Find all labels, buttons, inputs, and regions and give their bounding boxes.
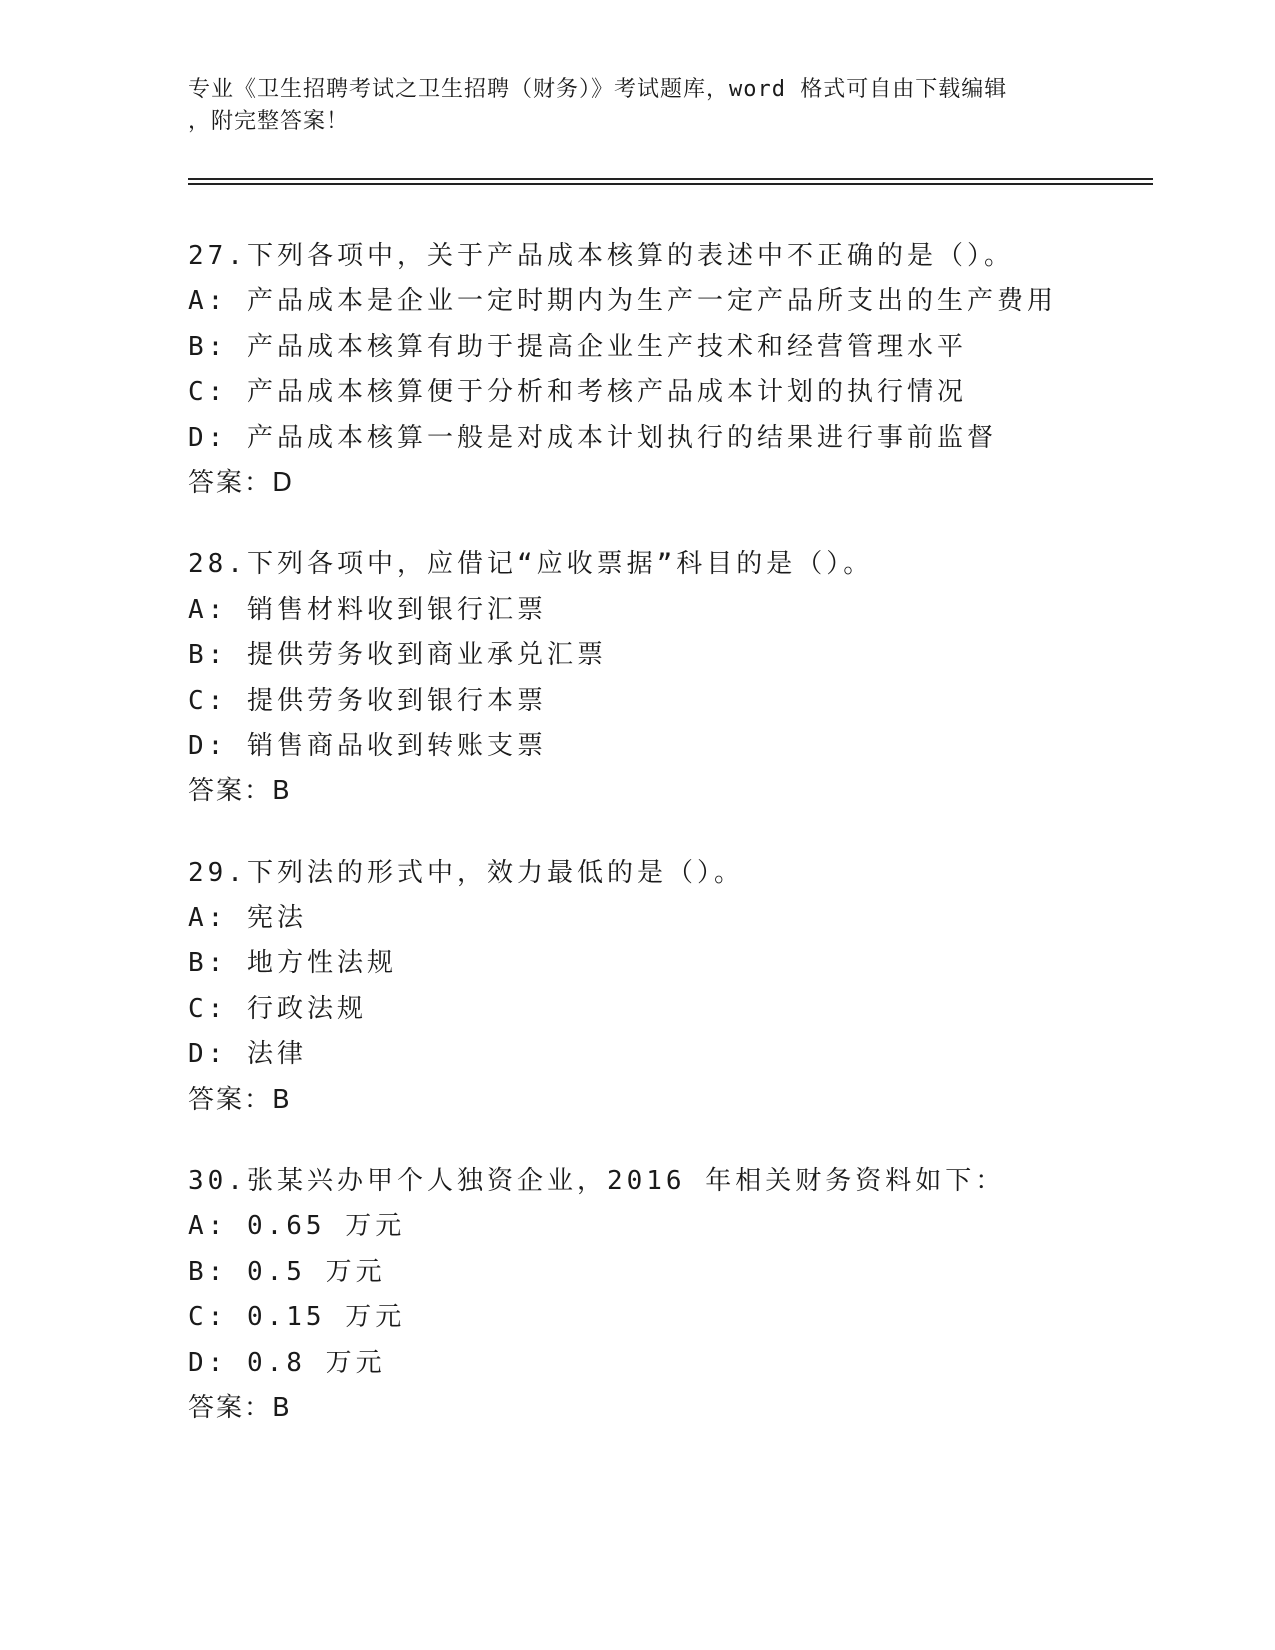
question-stem: 28.下列各项中，应借记“应收票据”科目的是（）。 — [188, 549, 874, 580]
header-divider-bottom — [188, 183, 1153, 185]
option-c: C: 产品成本核算便于分析和考核产品成本计划的执行情况 — [188, 377, 967, 408]
question-list — [188, 234, 1168, 1467]
option-b: B: 提供劳务收到商业承兑汇票 — [188, 640, 607, 671]
question-stem: 29.下列法的形式中，效力最低的是（）。 — [188, 857, 744, 888]
option-b: B: 0.5 万元 — [188, 1256, 386, 1287]
option-a: A: 销售材料收到银行汇票 — [188, 594, 547, 625]
question-stem: 27.下列各项中，关于产品成本核算的表述中不正确的是（）。 — [188, 241, 1014, 271]
option-a: A: 宪法 — [188, 903, 307, 934]
header-divider-top — [188, 178, 1153, 180]
option-a: A: 产品成本是企业一定时期内为生产一定产品所支出的生产费用 — [188, 286, 1057, 317]
option-c: C: 行政法规 — [188, 993, 367, 1024]
question-27 — [188, 234, 1168, 506]
answer-key: 答案：B — [188, 1084, 292, 1115]
option-d: D: 销售商品收到转账支票 — [188, 730, 547, 761]
question-30 — [188, 1159, 1168, 1431]
answer-key: 答案：B — [188, 776, 292, 807]
option-c: C: 提供劳务收到银行本票 — [188, 685, 547, 716]
header-line-2: ，附完整答案！ — [188, 109, 350, 134]
answer-key: 答案：D — [188, 467, 295, 498]
option-a: A: 0.65 万元 — [188, 1211, 406, 1242]
question-28 — [188, 542, 1168, 814]
option-d: D: 0.8 万元 — [188, 1347, 386, 1378]
option-d: D: 法律 — [188, 1039, 307, 1070]
answer-key: 答案：B — [188, 1392, 292, 1423]
header-line-1: 专业《卫生招聘考试之卫生招聘（财务）》考试题库，word 格式可自由下载编辑 — [188, 77, 1008, 102]
option-c: C: 0.15 万元 — [188, 1302, 406, 1333]
question-29 — [188, 851, 1168, 1123]
question-stem: 30.张某兴办甲个人独资企业，2016 年相关财务资料如下： — [188, 1166, 1006, 1197]
document-header — [188, 74, 1088, 138]
option-b: B: 产品成本核算有助于提高企业生产技术和经营管理水平 — [188, 331, 967, 362]
option-b: B: 地方性法规 — [188, 948, 397, 979]
option-d: D: 产品成本核算一般是对成本计划执行的结果进行事前监督 — [188, 422, 997, 453]
